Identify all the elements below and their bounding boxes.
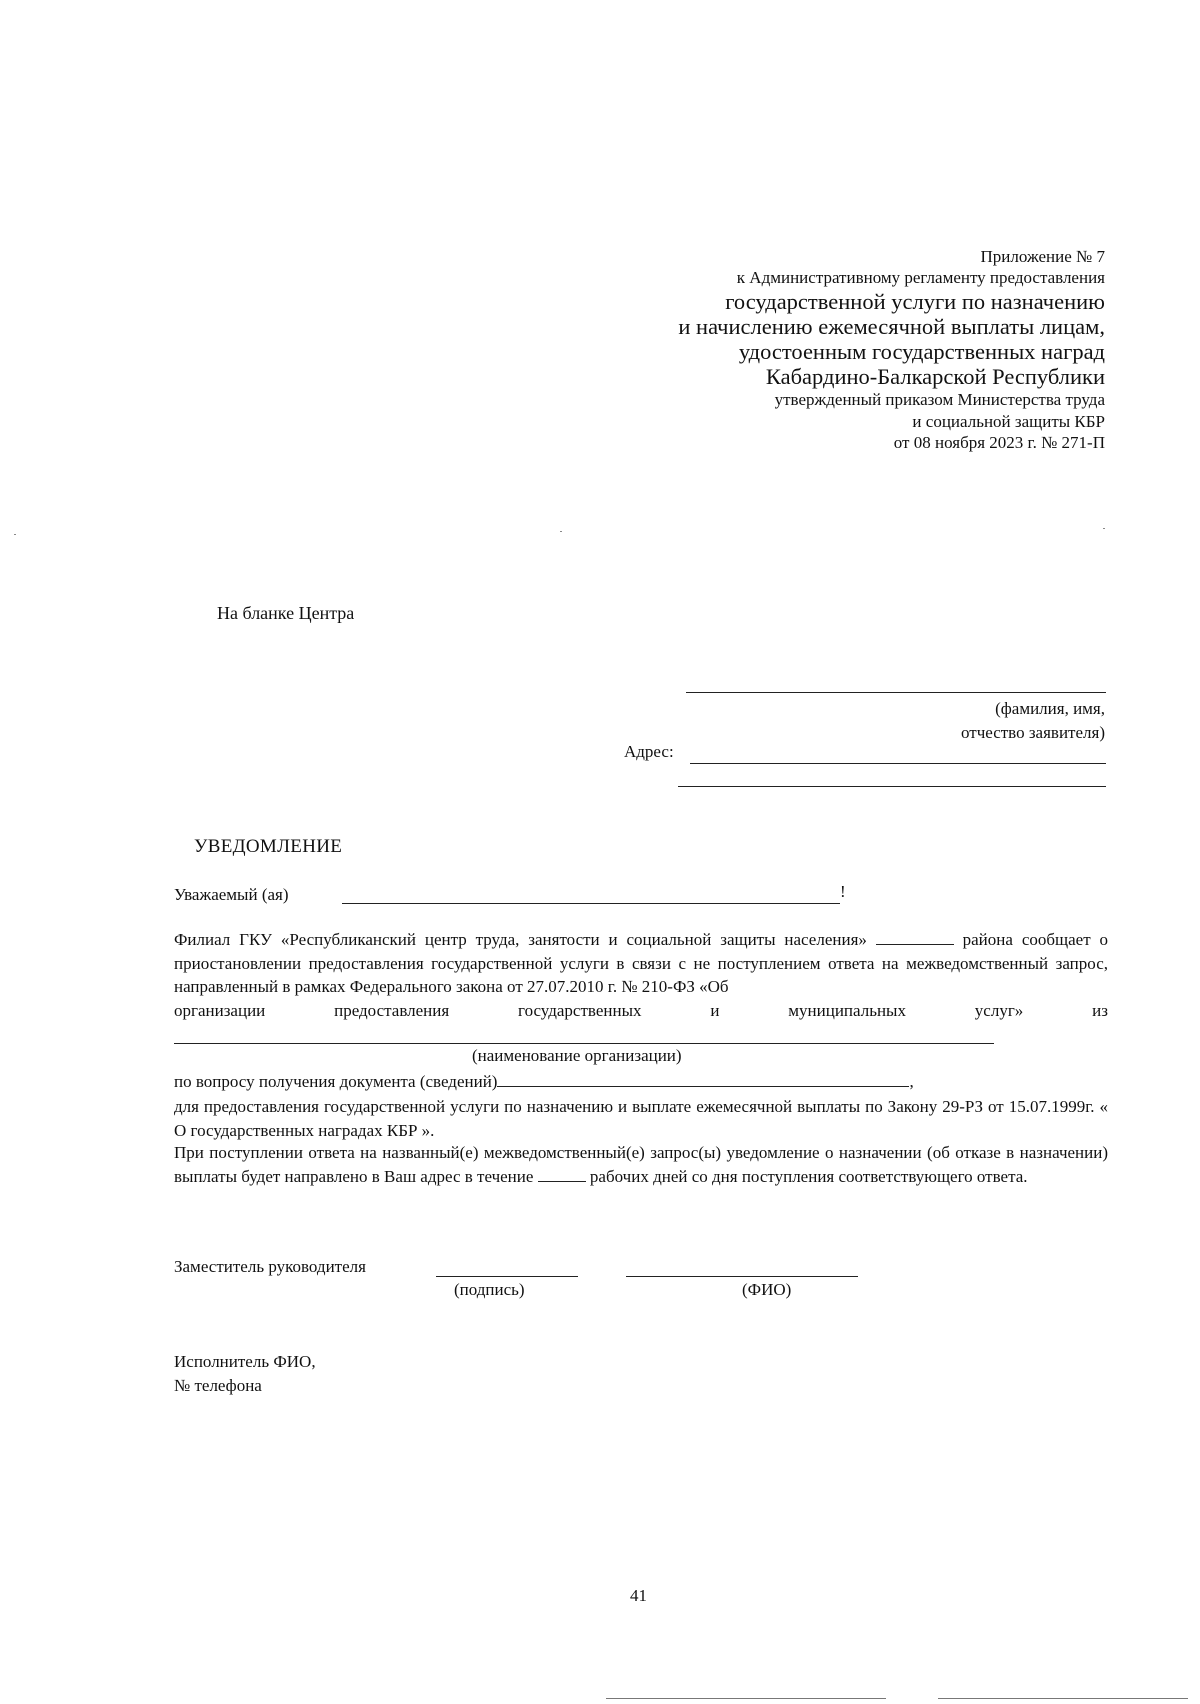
branch-name-text: Филиал ГКУ «Республиканский центр труда, занятости и социальной защиты населения» bbox=[174, 930, 867, 949]
appendix-service-line-1: государственной услуги по назначению bbox=[725, 288, 1105, 314]
appendix-number: Приложение № 7 bbox=[980, 247, 1105, 266]
scan-edge-line bbox=[606, 1698, 886, 1699]
working-days-text: рабочих дней со дня поступления соответствующего ответа. bbox=[589, 1166, 1028, 1186]
appendix-service-line-2: и начислению ежемесячной выплаты лицам, bbox=[678, 313, 1105, 339]
notice-paragraph-2: для предоставления государственной услуги по назначению и выплате ежемесячной выплаты по Закону 29-РЗ от 15.07.1999г. « О государственных наградах КБР ». bbox=[174, 1097, 1108, 1140]
last-line-word: государственных bbox=[518, 1000, 642, 1020]
greeting-name-line bbox=[342, 903, 840, 904]
last-line-word: из bbox=[1092, 1000, 1108, 1020]
appendix-regulation-ref: к Административному регламенту предоставления bbox=[736, 268, 1105, 288]
scan-speck bbox=[560, 531, 562, 532]
signatory-fio-line bbox=[626, 1276, 858, 1277]
executor-phone: № телефона bbox=[174, 1376, 262, 1395]
page-number: 41 bbox=[630, 1586, 647, 1605]
notice-title: УВЕДОМЛЕНИЕ bbox=[194, 836, 343, 857]
district-blank bbox=[876, 930, 954, 945]
greeting-exclamation: ! bbox=[840, 882, 846, 901]
district-word: района bbox=[962, 930, 1013, 949]
executor-info bbox=[174, 1350, 316, 1398]
notice-paragraph-3 bbox=[174, 1141, 1108, 1188]
appendix-ministry: и социальной защиты КБР bbox=[912, 411, 1105, 431]
greeting-label: Уважаемый (ая) bbox=[174, 885, 289, 904]
applicant-name-caption bbox=[961, 697, 1105, 745]
document-question-comma: , bbox=[909, 1072, 914, 1091]
appendix-header bbox=[678, 246, 1105, 453]
last-line-word: и bbox=[710, 1000, 720, 1020]
last-line-word: организации bbox=[174, 1000, 266, 1020]
document-question-label: по вопросу получения документа (сведений) bbox=[174, 1072, 498, 1091]
days-blank bbox=[538, 1167, 586, 1182]
notice-paragraph-1 bbox=[174, 928, 1108, 1022]
name-caption-line-2: отчество заявителя) bbox=[960, 723, 1105, 742]
name-caption-line-1: (фамилия, имя, bbox=[995, 699, 1105, 718]
paragraph-1-last-line bbox=[174, 999, 1108, 1023]
signature-caption: (подпись) bbox=[454, 1280, 525, 1299]
suspension-text: сообщает о приостановлении предоставления государственной услуги в связи с не поступлением ответа на межведомственный запрос, направленный в рамках Федерального закона от 27.07.2010 г. № 210-ФЗ «Об bbox=[174, 930, 1108, 996]
organization-caption: (наименование организации) bbox=[472, 1046, 682, 1065]
document-name-blank bbox=[497, 1072, 909, 1087]
scan-edge-line bbox=[938, 1698, 1188, 1699]
scan-speck bbox=[1103, 528, 1105, 529]
appendix-order-date: от 08 ноября 2023 г. № 271-П bbox=[893, 432, 1105, 452]
last-line-word: услуг» bbox=[974, 1000, 1024, 1020]
appendix-approved-by: утвержденный приказом Министерства труда bbox=[774, 390, 1105, 410]
executor-name: Исполнитель ФИО, bbox=[174, 1352, 316, 1371]
last-line-word: муниципальных bbox=[788, 1000, 906, 1020]
letterhead-note: На бланке Центра bbox=[217, 603, 355, 623]
address-line-2 bbox=[678, 786, 1106, 787]
appendix-service-line-4: Кабардино-Балкарской Республики bbox=[765, 364, 1105, 390]
signature-line bbox=[436, 1276, 578, 1277]
last-line-word: предоставления bbox=[334, 1000, 450, 1020]
address-line-1 bbox=[690, 763, 1106, 764]
signatory-position: Заместитель руководителя bbox=[174, 1257, 366, 1276]
appendix-service-line-3: удостоенным государственных наград bbox=[738, 338, 1105, 364]
scan-speck bbox=[14, 534, 16, 535]
organization-name-line bbox=[174, 1043, 994, 1044]
applicant-name-line bbox=[686, 692, 1106, 693]
response-text: При поступлении ответа на названный(е) межведомственный(е) запрос(ы) уведомление о назначении (об отказе в назначении) выплаты будет направлено в Ваш адрес в течение bbox=[174, 1143, 1108, 1186]
document-question bbox=[174, 1072, 914, 1092]
address-label: Адрес: bbox=[624, 742, 674, 761]
fio-caption: (ФИО) bbox=[742, 1280, 792, 1299]
